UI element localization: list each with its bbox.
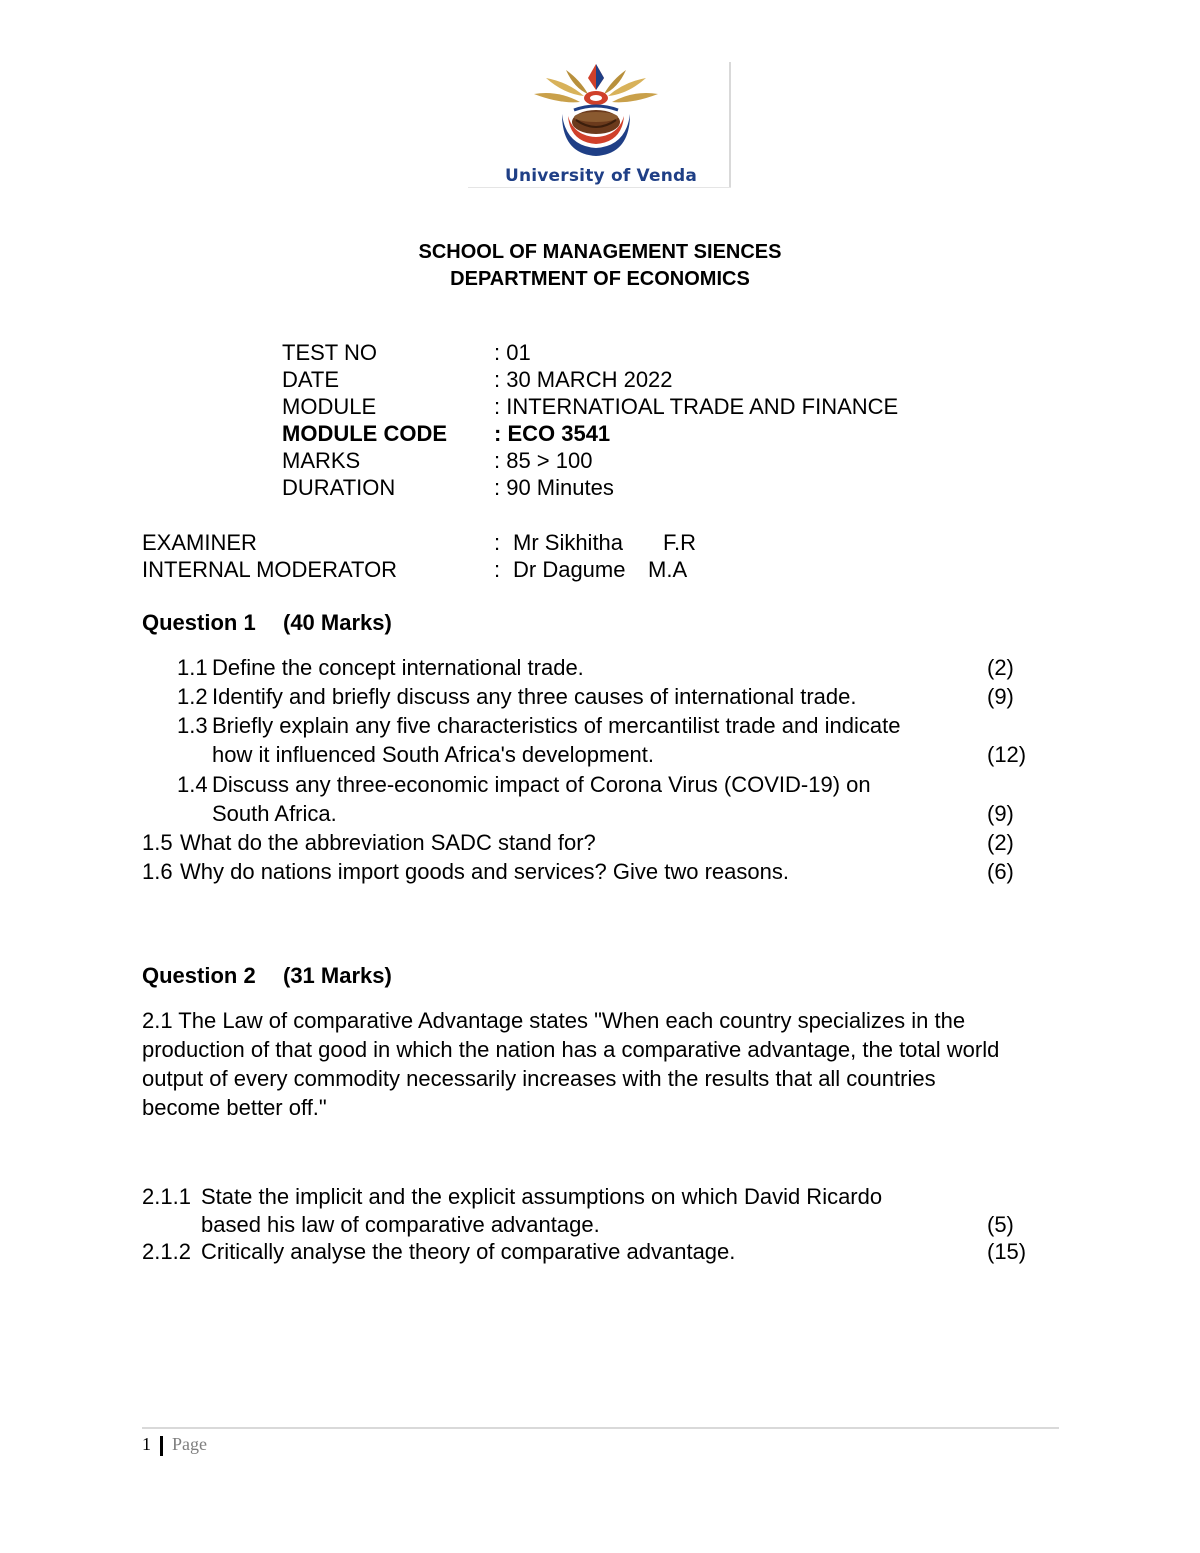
detail-label-marks: MARKS bbox=[282, 448, 361, 473]
question-text: State the implicit and the explicit assumptions on which David Ricardo bbox=[201, 1184, 883, 1209]
question-mark: (2) bbox=[987, 830, 1014, 855]
detail-label-module-code: MODULE CODE bbox=[282, 421, 447, 446]
question-text: Discuss any three-economic impact of Corona Virus (COVID-19) on bbox=[212, 772, 871, 797]
detail-value-module-code: : ECO 3541 bbox=[494, 421, 611, 446]
moderator-role: INTERNAL MODERATOR bbox=[142, 557, 398, 582]
question-number: 2.1.1 bbox=[142, 1184, 191, 1209]
question-text-continued: how it influenced South Africa's development. bbox=[212, 742, 655, 767]
question-number: 1.1 bbox=[177, 655, 208, 680]
detail-label-test-no: TEST NO bbox=[282, 340, 377, 365]
footer-page-number: 1 bbox=[142, 1434, 151, 1454]
examiner-name: Mr Sikhitha bbox=[513, 530, 624, 555]
question-1-title: Question 1 bbox=[142, 610, 256, 635]
question-mark: (2) bbox=[987, 655, 1014, 680]
question-number: 2.1.2 bbox=[142, 1239, 191, 1264]
footer-divider bbox=[142, 1427, 1059, 1429]
detail-value-module: : INTERNATIOAL TRADE AND FINANCE bbox=[494, 394, 899, 419]
question-text: Identify and briefly discuss any three causes of international trade. bbox=[212, 684, 857, 709]
detail-value-date: : 30 MARCH 2022 bbox=[494, 367, 673, 392]
question-text-continued: based his law of comparative advantage. bbox=[201, 1212, 600, 1237]
detail-label-module: MODULE bbox=[282, 394, 377, 419]
question-mark: (9) bbox=[987, 801, 1014, 826]
examiner-role: EXAMINER bbox=[142, 530, 257, 555]
footer-separator bbox=[160, 1436, 163, 1456]
detail-value-marks: : 85 > 100 bbox=[494, 448, 593, 473]
detail-value-test-no: : 01 bbox=[494, 340, 531, 365]
school-heading: SCHOOL OF MANAGEMENT SIENCES bbox=[418, 241, 782, 263]
question-1-marks: (40 Marks) bbox=[283, 610, 392, 635]
question-2-title: Question 2 bbox=[142, 963, 256, 988]
question-2-marks: (31 Marks) bbox=[283, 963, 392, 988]
examiner-initials: F.R bbox=[663, 530, 696, 555]
department-heading: DEPARTMENT OF ECONOMICS bbox=[450, 268, 750, 290]
question-mark: (6) bbox=[987, 859, 1014, 884]
detail-value-duration: : 90 Minutes bbox=[494, 475, 614, 500]
question-mark: (9) bbox=[987, 684, 1014, 709]
logo-bottom-line bbox=[468, 187, 731, 188]
question-text: Why do nations import goods and services? Give two reasons. bbox=[180, 859, 789, 884]
question-mark: (15) bbox=[987, 1239, 1027, 1264]
detail-label-date: DATE bbox=[282, 367, 340, 392]
question-text-continued: South Africa. bbox=[212, 801, 337, 826]
question-text: Briefly explain any five characteristics of mercantilist trade and indicate bbox=[212, 713, 901, 738]
detail-label-duration: DURATION bbox=[282, 475, 396, 500]
footer-page-label: Page bbox=[172, 1434, 207, 1454]
logo-frame-line bbox=[729, 62, 731, 188]
moderator-name: Dr Dagume bbox=[513, 557, 626, 582]
question-text: What do the abbreviation SADC stand for? bbox=[180, 830, 596, 855]
moderator-colon: : bbox=[494, 557, 501, 582]
examiner-colon: : bbox=[494, 530, 501, 555]
question-number: 1.4 bbox=[177, 772, 208, 797]
moderator-initials: M.A bbox=[648, 557, 688, 582]
question-2-intro-line: output of every commodity necessarily increases with the results that all countries bbox=[142, 1066, 936, 1091]
question-2-intro-line: production of that good in which the nation has a comparative advantage, the total world bbox=[142, 1037, 1000, 1062]
university-name: University of Venda bbox=[504, 166, 698, 186]
question-number: 1.3 bbox=[177, 713, 208, 738]
question-mark: (5) bbox=[987, 1212, 1014, 1237]
university-crest-icon bbox=[468, 62, 732, 166]
question-2-intro-line: 2.1 The Law of comparative Advantage states "When each country specializes in the bbox=[142, 1008, 966, 1033]
question-text: Define the concept international trade. bbox=[212, 655, 584, 680]
question-number: 1.6 bbox=[142, 859, 173, 884]
question-number: 1.5 bbox=[142, 830, 173, 855]
question-mark: (12) bbox=[987, 742, 1027, 767]
question-number: 1.2 bbox=[177, 684, 208, 709]
question-text: Critically analyse the theory of comparative advantage. bbox=[201, 1239, 736, 1264]
question-2-intro-line: become better off." bbox=[142, 1095, 327, 1120]
